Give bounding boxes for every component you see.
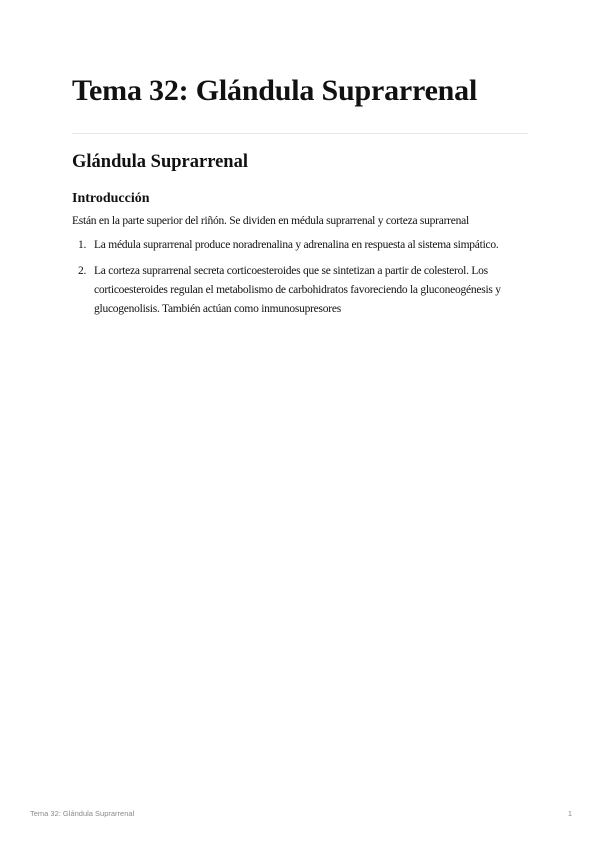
title-divider [72,133,528,134]
subsection-heading: Introducción [72,191,150,206]
list-item-text: La corteza suprarrenal secreta corticoesteroides que se sintetizan a partir de colesterol. Los corticoesteroides regulan el metabolismo de carbohidratos favoreciendo la gluconeogénesis y glucogenolisis. También actúan como inmunosupresores [94,265,501,315]
numbered-list [72,236,528,319]
intro-paragraph: Están en la parte superior del riñón. Se dividen en médula suprarrenal y corteza suprarrenal [72,215,469,227]
list-item-number: 2. [78,265,87,277]
list-item [72,262,524,319]
list-item [72,236,514,255]
section-heading: Glándula Suprarrenal [72,152,248,172]
footer-title: Tema 32: Glándula Suprarrenal [30,809,135,818]
footer-page-number: 1 [567,809,572,818]
list-item-text: La médula suprarrenal produce noradrenalina y adrenalina en respuesta al sistema simpático. [94,239,499,251]
list-item-number: 1. [78,239,87,251]
document-title: Tema 32: Glándula Suprarrenal [72,74,478,107]
